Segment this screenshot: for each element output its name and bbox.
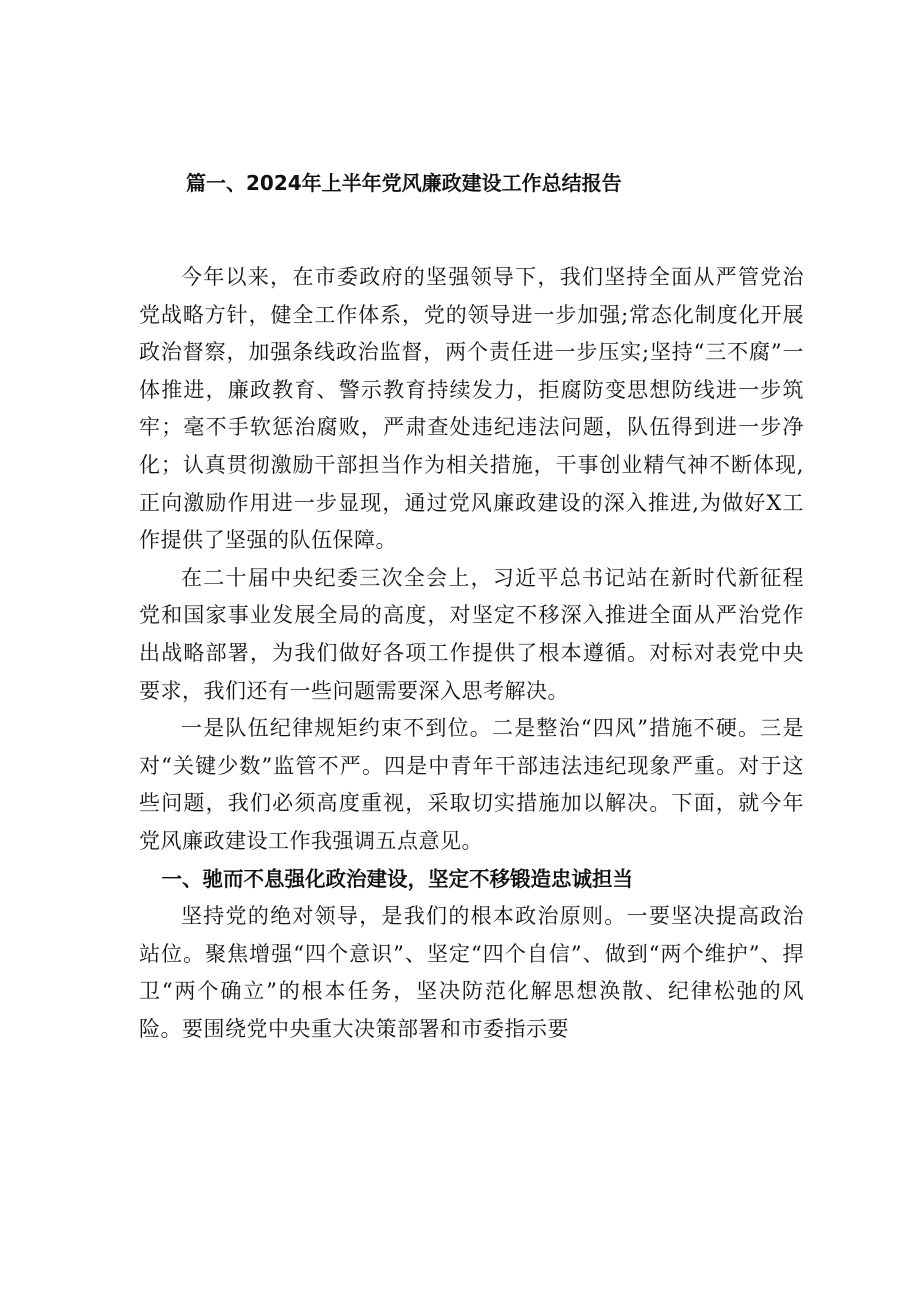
paragraph-intro: 今年以来，在市委政府的坚强领导下，我们坚持全面从严管党治党战略方针，健全工作体系，党的领导进一步加强;常态化制度化开展政治督察，加强条线政治监督，两个责任进一步压实;坚持“三不腐”一体推进，廉政教育、警示教育持续发力，拒腐防变思想防线进一步筑牢；毫不手软惩治腐败，严肃查处违纪违法问题，队伍得到进一步净化；认真贯彻激励干部担当作为相关措施，干事创业精气神不断体现,正向激励作用进一步显现，通过党风廉政建设的深入推进,为做好X工作提供了坚强的队伍保障。 [139,265,804,553]
section-heading-1: 一、驰而不息强化政治建设，坚定不移锻造忠诚担当 [161,866,634,891]
document-title: 篇一、2024年上半年党风廉政建设工作总结报告 [186,171,622,195]
paragraph-section-1: 坚持党的绝对领导，是我们的根本政治原则。一要坚决提高政治站位。聚焦增强“四个意识”、坚定“四个自信”、做到“两个维护”、捍卫“两个确立”的根本任务，坚决防范化解思想涣散、纪律松弛的风险。要围绕党中央重大决策部署和市委指示要 [139,904,804,1041]
paragraph-problems: 一是队伍纪律规矩约束不到位。二是整治“四风”措施不硬。三是对“关键少数”监管不严。四是中青年干部违法违纪现象严重。对于这些问题，我们必须高度重视，采取切实措施加以解决。下面，就今年党风廉政建设工作我强调五点意见。 [139,716,804,853]
document-body [139,259,804,1048]
paragraph-plenary: 在二十届中央纪委三次全会上，习近平总书记站在新时代新征程党和国家事业发展全局的高度，对坚定不移深入推进全面从严治党作出战略部署，为我们做好各项工作提供了根本遵循。对标对表党中央要求，我们还有一些问题需要深入思考解决。 [139,565,804,703]
